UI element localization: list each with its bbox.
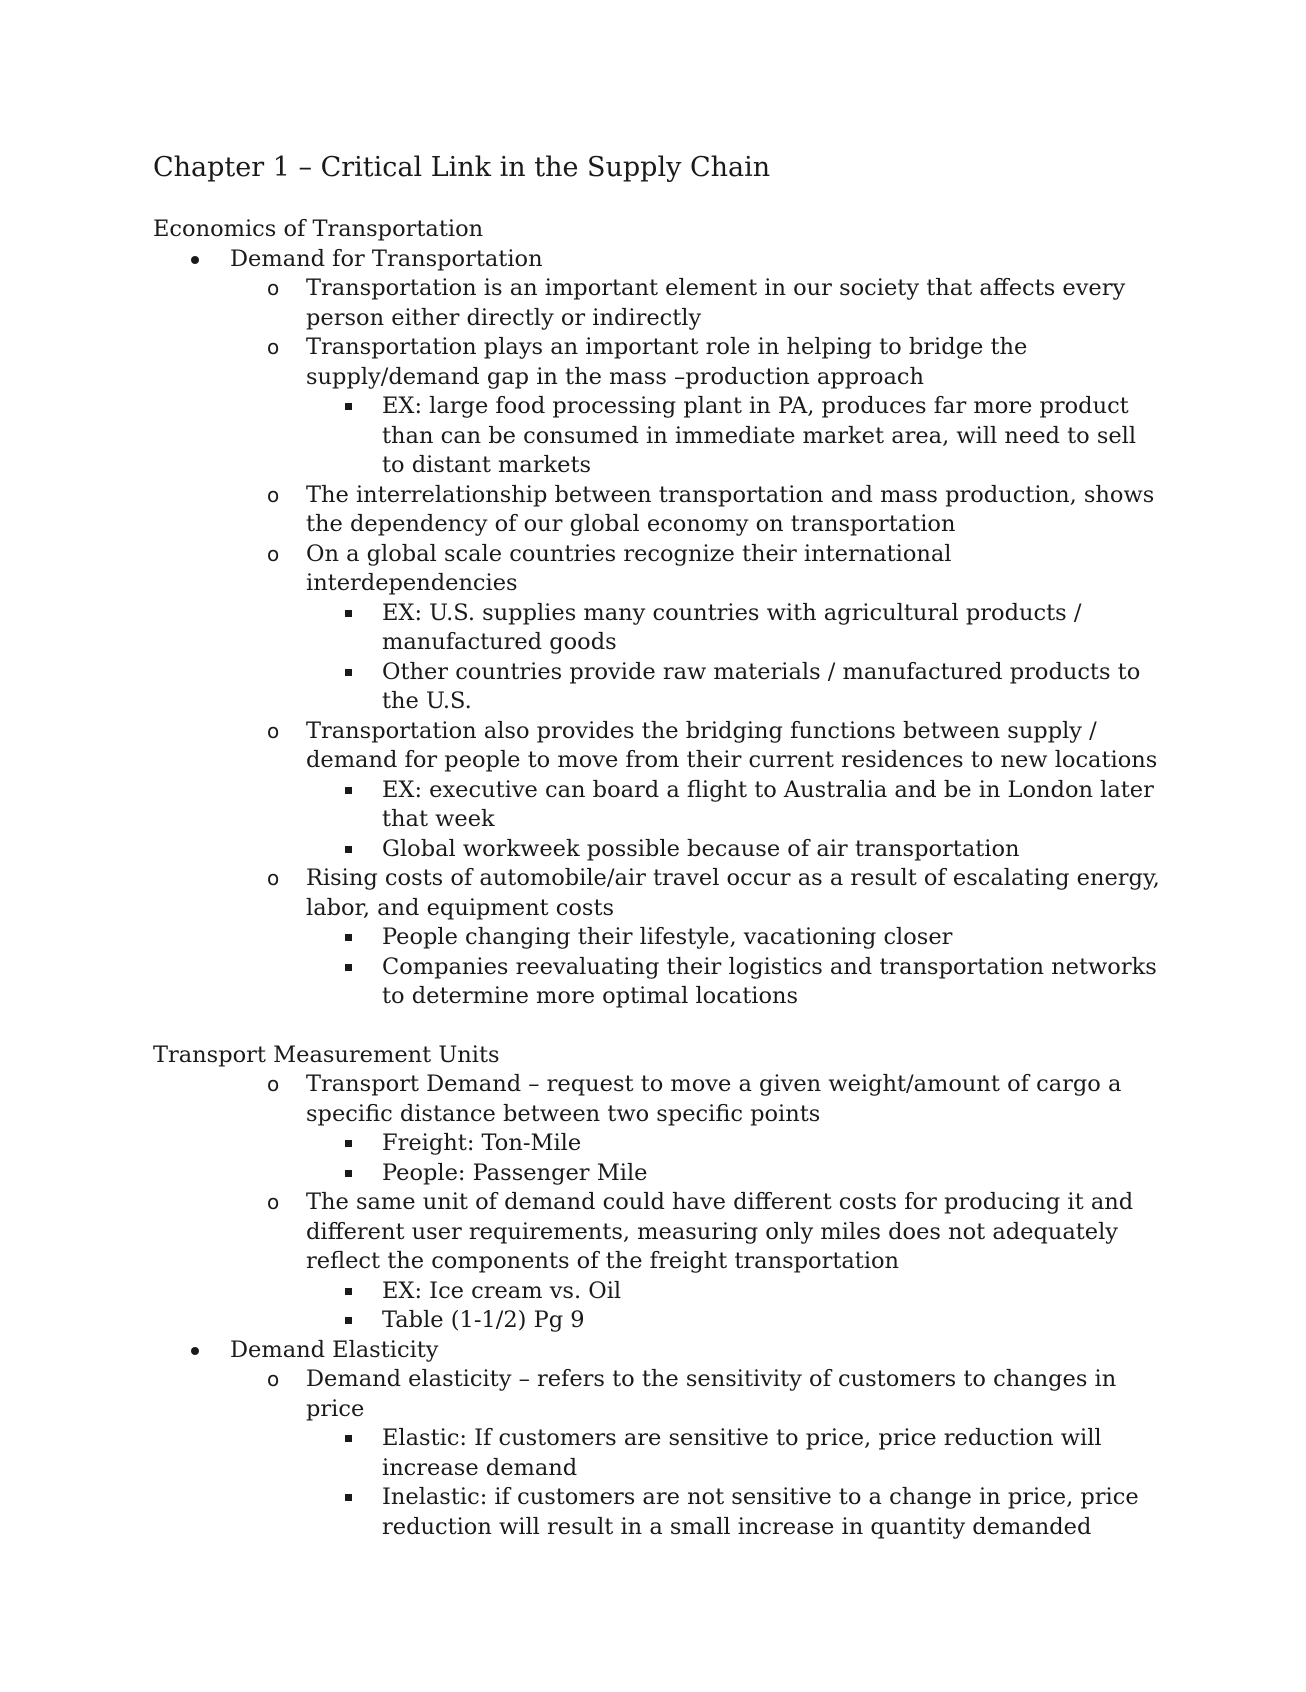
detail-list [153,1277,1163,1336]
subpoint: o On a global scale countries recognize their international interdependencies [153,540,1163,599]
subpoint-list [153,274,1163,392]
bullet-list [153,1336,1163,1366]
detail-point: Global workweek possible because of air transportation [153,835,1163,865]
detail-point: EX: U.S. supplies many countries with agricultural products / manufactured goods [153,599,1163,658]
detail-list [153,1424,1163,1542]
subpoint: o Rising costs of automobile/air travel occur as a result of escalating energy, labor, and equipment costs [153,864,1163,923]
subpoint-list [153,1188,1163,1277]
detail-point: EX: Ice cream vs. Oil [153,1277,1163,1307]
detail-point: People: Passenger Mile [153,1159,1163,1189]
subpoint: o Transport Demand – request to move a given weight/amount of cargo a specific distance between two specific points [153,1070,1163,1129]
detail-list [153,1129,1163,1188]
section-heading-economics: Economics of Transportation [153,216,484,242]
subpoint: o The interrelationship between transportation and mass production, shows the dependency of our global economy on transportation [153,481,1163,540]
detail-point: EX: large food processing plant in PA, produces far more product than can be consumed in immediate market area, will need to sell to distant markets [153,392,1163,481]
detail-list [153,599,1163,717]
subpoint: o Demand elasticity – refers to the sensitivity of customers to changes in price [153,1365,1163,1424]
subpoint-list [153,864,1163,923]
detail-point: EX: executive can board a flight to Australia and be in London later that week [153,776,1163,835]
section-gap [153,1012,1163,1041]
section-heading-measurement-units: Transport Measurement Units [153,1041,500,1068]
bullet-list [153,245,1163,275]
detail-point: Freight: Ton-Mile [153,1129,1163,1159]
detail-point: Inelastic: if customers are not sensitive to a change in price, price reduction will result in a small increase in quantity demanded [153,1483,1163,1542]
subpoint-list [153,717,1163,776]
bullet-demand-for-transportation: Demand for Transportation [153,245,1163,275]
detail-list [153,776,1163,865]
detail-point: Table (1-1/2) Pg 9 [153,1306,1163,1336]
subpoint-list [153,481,1163,599]
detail-list [153,923,1163,1012]
detail-list [153,392,1163,481]
subpoint: o Transportation is an important element in our society that affects every person either directly or indirectly [153,274,1163,333]
subpoint: o Transportation also provides the bridging functions between supply / demand for people to move from their current residences to new locations [153,717,1163,776]
detail-point: Elastic: If customers are sensitive to price, price reduction will increase demand [153,1424,1163,1483]
detail-point: Other countries provide raw materials / manufactured products to the U.S. [153,658,1163,717]
bullet-demand-elasticity: Demand Elasticity [153,1336,1163,1366]
subpoint: o Transportation plays an important role in helping to bridge the supply/demand gap in the mass –production approach [153,333,1163,392]
notes-content [153,215,1163,1542]
subpoint: o The same unit of demand could have different costs for producing it and different user requirements, measuring only miles does not adequately reflect the components of the freight transportation [153,1188,1163,1277]
chapter-title: Chapter 1 – Critical Link in the Supply Chain [153,152,771,183]
subpoint-list [153,1365,1163,1424]
subpoint-list [153,1070,1163,1129]
detail-point: Companies reevaluating their logistics and transportation networks to determine more optimal locations [153,953,1163,1012]
detail-point: People changing their lifestyle, vacationing closer [153,923,1163,953]
